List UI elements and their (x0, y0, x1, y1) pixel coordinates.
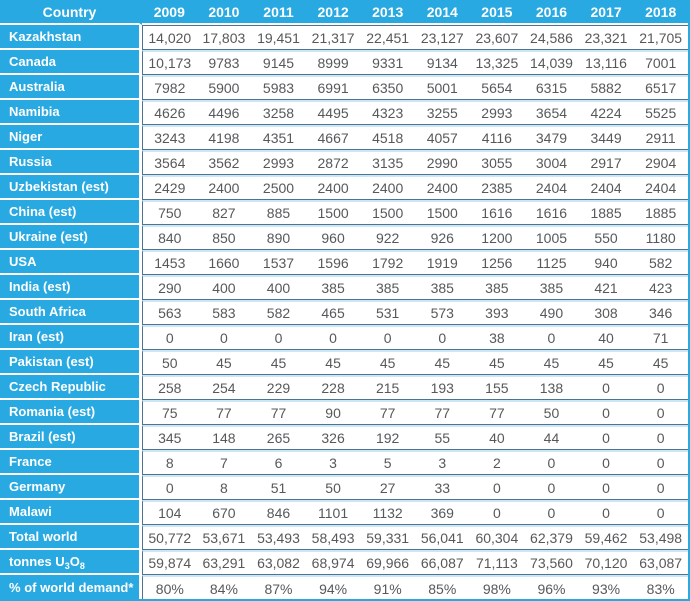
row-label: France (0, 450, 142, 475)
header-country: Country (0, 0, 142, 25)
data-cell: 63,082 (251, 550, 306, 575)
data-cell: 4667 (306, 125, 361, 150)
data-cell: 3564 (142, 150, 197, 175)
data-cell: 4057 (415, 125, 470, 150)
data-cell: 59,462 (579, 525, 634, 550)
data-cell: 0 (197, 325, 252, 350)
data-cell: 385 (524, 275, 579, 300)
data-cell: 80% (142, 575, 197, 600)
data-cell: 326 (306, 425, 361, 450)
data-cell: 85% (415, 575, 470, 600)
data-cell: 4518 (360, 125, 415, 150)
data-cell: 2904 (633, 150, 688, 175)
data-cell: 45 (197, 350, 252, 375)
data-cell: 77 (415, 400, 470, 425)
data-cell: 4626 (142, 100, 197, 125)
data-cell: 50 (524, 400, 579, 425)
data-cell: 23,321 (579, 25, 634, 50)
data-cell: 1885 (579, 200, 634, 225)
data-cell: 6991 (306, 75, 361, 100)
data-cell: 0 (633, 450, 688, 475)
data-cell: 1792 (360, 250, 415, 275)
table-row (0, 400, 688, 425)
header-year: 2014 (415, 0, 470, 25)
data-cell: 24,586 (524, 25, 579, 50)
data-cell: 50,772 (142, 525, 197, 550)
data-cell: 148 (197, 425, 252, 450)
table-row (0, 25, 688, 50)
data-cell: 1125 (524, 250, 579, 275)
data-cell: 215 (360, 375, 415, 400)
data-cell: 91% (360, 575, 415, 600)
data-cell: 4496 (197, 100, 252, 125)
table-row (0, 200, 688, 225)
table-row (0, 125, 688, 150)
data-cell: 1537 (251, 250, 306, 275)
row-label: India (est) (0, 275, 142, 300)
data-cell: 2400 (360, 175, 415, 200)
data-cell: 77 (360, 400, 415, 425)
data-cell: 98% (470, 575, 525, 600)
data-cell: 9134 (415, 50, 470, 75)
data-cell: 582 (251, 300, 306, 325)
data-cell: 45 (579, 350, 634, 375)
data-cell: 7 (197, 450, 252, 475)
row-label: tonnes $U_3O_8$ (0, 550, 142, 575)
data-cell: 9783 (197, 50, 252, 75)
data-cell: 87% (251, 575, 306, 600)
data-cell: 13,325 (470, 50, 525, 75)
data-cell: 1616 (470, 200, 525, 225)
table-row (0, 225, 688, 250)
data-cell: 192 (360, 425, 415, 450)
header-year: 2011 (251, 0, 306, 25)
table-row (0, 450, 688, 475)
data-cell: 0 (633, 375, 688, 400)
data-cell: 75 (142, 400, 197, 425)
table-body (0, 25, 688, 600)
data-cell: 1885 (633, 200, 688, 225)
data-cell: 1596 (306, 250, 361, 275)
row-label: Total world (0, 525, 142, 550)
data-cell: 45 (306, 350, 361, 375)
data-cell: 3 (415, 450, 470, 475)
data-cell: 840 (142, 225, 197, 250)
data-cell: 53,498 (633, 525, 688, 550)
data-cell: 2404 (633, 175, 688, 200)
data-cell: 2993 (251, 150, 306, 175)
data-cell: 60,304 (470, 525, 525, 550)
table-row (0, 525, 688, 550)
data-cell: 53,493 (251, 525, 306, 550)
data-cell: 3479 (524, 125, 579, 150)
data-cell: 2385 (470, 175, 525, 200)
row-label: South Africa (0, 300, 142, 325)
data-cell: 6517 (633, 75, 688, 100)
data-cell: 0 (579, 425, 634, 450)
data-cell: 1500 (415, 200, 470, 225)
data-cell: 17,803 (197, 25, 252, 50)
data-cell: 3004 (524, 150, 579, 175)
data-cell: 890 (251, 225, 306, 250)
data-cell: 2404 (524, 175, 579, 200)
data-cell: 3449 (579, 125, 634, 150)
data-cell: 50 (306, 475, 361, 500)
data-cell: 0 (633, 425, 688, 450)
data-cell: 393 (470, 300, 525, 325)
data-cell: 2400 (306, 175, 361, 200)
row-label: Malawi (0, 500, 142, 525)
row-label: Romania (est) (0, 400, 142, 425)
data-cell: 4323 (360, 100, 415, 125)
data-cell: 77 (251, 400, 306, 425)
data-cell: 2990 (415, 150, 470, 175)
data-cell: 9331 (360, 50, 415, 75)
row-label: Namibia (0, 100, 142, 125)
data-cell: 3255 (415, 100, 470, 125)
data-cell: 9145 (251, 50, 306, 75)
data-cell: 138 (524, 375, 579, 400)
data-cell: 8 (142, 450, 197, 475)
table-row (0, 175, 688, 200)
data-cell: 750 (142, 200, 197, 225)
data-cell: 22,451 (360, 25, 415, 50)
data-cell: 6 (251, 450, 306, 475)
table-row (0, 575, 688, 600)
data-cell: 1200 (470, 225, 525, 250)
table-row (0, 75, 688, 100)
data-cell: 229 (251, 375, 306, 400)
data-cell: 421 (579, 275, 634, 300)
row-label: Niger (0, 125, 142, 150)
data-cell: 38 (470, 325, 525, 350)
table-row (0, 250, 688, 275)
data-cell: 62,379 (524, 525, 579, 550)
row-label: USA (0, 250, 142, 275)
data-cell: 465 (306, 300, 361, 325)
data-cell: 14,020 (142, 25, 197, 50)
data-cell: 1180 (633, 225, 688, 250)
data-cell: 84% (197, 575, 252, 600)
data-cell: 6315 (524, 75, 579, 100)
data-cell: 23,607 (470, 25, 525, 50)
row-label: Uzbekistan (est) (0, 175, 142, 200)
data-cell: 1101 (306, 500, 361, 525)
data-cell: 885 (251, 200, 306, 225)
data-cell: 45 (470, 350, 525, 375)
data-cell: 51 (251, 475, 306, 500)
data-cell: 59,874 (142, 550, 197, 575)
table-row (0, 150, 688, 175)
data-cell: 19,451 (251, 25, 306, 50)
data-cell: 3258 (251, 100, 306, 125)
data-cell: 926 (415, 225, 470, 250)
data-cell: 0 (633, 400, 688, 425)
data-cell: 0 (306, 325, 361, 350)
data-cell: 550 (579, 225, 634, 250)
data-cell: 228 (306, 375, 361, 400)
row-label: Brazil (est) (0, 425, 142, 450)
data-cell: 0 (142, 325, 197, 350)
data-cell: 1453 (142, 250, 197, 275)
data-cell: 5001 (415, 75, 470, 100)
data-cell: 10,173 (142, 50, 197, 75)
table-row (0, 500, 688, 525)
row-label: Pakistan (est) (0, 350, 142, 375)
data-cell: 582 (633, 250, 688, 275)
data-cell: 55 (415, 425, 470, 450)
data-cell: 1256 (470, 250, 525, 275)
data-cell: 69,966 (360, 550, 415, 575)
row-label: Ukraine (est) (0, 225, 142, 250)
data-cell: 385 (470, 275, 525, 300)
data-cell: 490 (524, 300, 579, 325)
data-cell: 93% (579, 575, 634, 600)
data-cell: 0 (470, 500, 525, 525)
data-cell: 23,127 (415, 25, 470, 50)
data-cell: 4116 (470, 125, 525, 150)
data-cell: 385 (306, 275, 361, 300)
data-cell: 73,560 (524, 550, 579, 575)
row-label: Russia (0, 150, 142, 175)
data-cell: 346 (633, 300, 688, 325)
header-year: 2015 (470, 0, 525, 25)
data-cell: 1132 (360, 500, 415, 525)
data-cell: 2993 (470, 100, 525, 125)
row-label: Australia (0, 75, 142, 100)
data-cell: 3562 (197, 150, 252, 175)
data-cell: 573 (415, 300, 470, 325)
data-cell: 2500 (251, 175, 306, 200)
data-cell: 14,039 (524, 50, 579, 75)
table-row (0, 275, 688, 300)
data-cell: 40 (579, 325, 634, 350)
data-cell: 7001 (633, 50, 688, 75)
data-cell: 1660 (197, 250, 252, 275)
data-cell: 1500 (306, 200, 361, 225)
data-cell: 4224 (579, 100, 634, 125)
header-year: 2016 (524, 0, 579, 25)
row-label: Iran (est) (0, 325, 142, 350)
data-cell: 2400 (197, 175, 252, 200)
data-cell: 44 (524, 425, 579, 450)
data-cell: 71 (633, 325, 688, 350)
data-cell: 56,041 (415, 525, 470, 550)
row-label: % of world demand* (0, 575, 142, 600)
table-row (0, 50, 688, 75)
data-cell: 0 (251, 325, 306, 350)
data-cell: 345 (142, 425, 197, 450)
table-row (0, 475, 688, 500)
data-cell: 193 (415, 375, 470, 400)
row-label: Kazakhstan (0, 25, 142, 50)
data-cell: 3654 (524, 100, 579, 125)
data-cell: 63,291 (197, 550, 252, 575)
data-cell: 5983 (251, 75, 306, 100)
data-cell: 77 (470, 400, 525, 425)
data-cell: 3055 (470, 150, 525, 175)
data-cell: 5 (360, 450, 415, 475)
data-cell: 45 (251, 350, 306, 375)
table-row (0, 100, 688, 125)
header-year: 2012 (306, 0, 361, 25)
data-cell: 1500 (360, 200, 415, 225)
data-cell: 385 (415, 275, 470, 300)
data-cell: 104 (142, 500, 197, 525)
data-cell: 2 (470, 450, 525, 475)
row-label: China (est) (0, 200, 142, 225)
data-cell: 66,087 (415, 550, 470, 575)
data-cell: 5900 (197, 75, 252, 100)
data-cell: 0 (524, 325, 579, 350)
header-year: 2018 (633, 0, 688, 25)
data-cell: 670 (197, 500, 252, 525)
data-cell: 385 (360, 275, 415, 300)
data-cell: 850 (197, 225, 252, 250)
data-cell: 1005 (524, 225, 579, 250)
data-cell: 400 (197, 275, 252, 300)
data-cell: 827 (197, 200, 252, 225)
data-cell: 5525 (633, 100, 688, 125)
data-cell: 40 (470, 425, 525, 450)
data-cell: 33 (415, 475, 470, 500)
data-cell: 960 (306, 225, 361, 250)
data-cell: 45 (633, 350, 688, 375)
data-cell: 8999 (306, 50, 361, 75)
header-row (0, 0, 688, 25)
data-cell: 13,116 (579, 50, 634, 75)
data-cell: 90 (306, 400, 361, 425)
data-cell: 583 (197, 300, 252, 325)
data-cell: 0 (579, 500, 634, 525)
data-cell: 58,493 (306, 525, 361, 550)
table-row (0, 350, 688, 375)
data-cell: 45 (360, 350, 415, 375)
data-cell: 94% (306, 575, 361, 600)
data-cell: 0 (579, 400, 634, 425)
data-cell: 3243 (142, 125, 197, 150)
data-cell: 27 (360, 475, 415, 500)
data-cell: 21,705 (633, 25, 688, 50)
data-cell: 45 (524, 350, 579, 375)
data-cell: 5882 (579, 75, 634, 100)
data-cell: 922 (360, 225, 415, 250)
data-cell: 45 (415, 350, 470, 375)
data-cell: 6350 (360, 75, 415, 100)
data-cell: 2917 (579, 150, 634, 175)
table-row (0, 300, 688, 325)
data-cell: 68,974 (306, 550, 361, 575)
data-cell: 290 (142, 275, 197, 300)
table-row (0, 425, 688, 450)
data-cell: 308 (579, 300, 634, 325)
data-cell: 258 (142, 375, 197, 400)
data-cell: 3135 (360, 150, 415, 175)
data-cell: 563 (142, 300, 197, 325)
data-cell: 0 (142, 475, 197, 500)
header-year: 2013 (360, 0, 415, 25)
data-cell: 2911 (633, 125, 688, 150)
data-cell: 8 (197, 475, 252, 500)
data-cell: 265 (251, 425, 306, 450)
data-cell: 2872 (306, 150, 361, 175)
data-cell: 3 (306, 450, 361, 475)
row-label: Canada (0, 50, 142, 75)
row-label: Czech Republic (0, 375, 142, 400)
table-row (0, 325, 688, 350)
data-cell: 400 (251, 275, 306, 300)
data-cell: 0 (470, 475, 525, 500)
data-cell: 4198 (197, 125, 252, 150)
data-cell: 7982 (142, 75, 197, 100)
data-cell: 0 (633, 500, 688, 525)
data-cell: 423 (633, 275, 688, 300)
data-cell: 83% (633, 575, 688, 600)
header-year: 2010 (197, 0, 252, 25)
row-label: Germany (0, 475, 142, 500)
data-cell: 70,120 (579, 550, 634, 575)
data-cell: 0 (579, 375, 634, 400)
data-cell: 71,113 (470, 550, 525, 575)
data-cell: 0 (579, 450, 634, 475)
data-cell: 254 (197, 375, 252, 400)
data-cell: 2400 (415, 175, 470, 200)
header-year: 2009 (142, 0, 197, 25)
data-cell: 0 (633, 475, 688, 500)
data-cell: 63,087 (633, 550, 688, 575)
data-cell: 21,317 (306, 25, 361, 50)
table-header (0, 0, 688, 25)
data-cell: 2429 (142, 175, 197, 200)
table-row (0, 375, 688, 400)
data-cell: 531 (360, 300, 415, 325)
data-cell: 0 (360, 325, 415, 350)
table-row (0, 550, 688, 575)
data-cell: 4495 (306, 100, 361, 125)
data-cell: 96% (524, 575, 579, 600)
data-cell: 77 (197, 400, 252, 425)
data-cell: 1616 (524, 200, 579, 225)
data-cell: 0 (524, 500, 579, 525)
data-cell: 53,671 (197, 525, 252, 550)
header-year: 2017 (579, 0, 634, 25)
data-cell: 0 (415, 325, 470, 350)
data-cell: 59,331 (360, 525, 415, 550)
data-cell: 5654 (470, 75, 525, 100)
data-cell: 50 (142, 350, 197, 375)
data-cell: 0 (579, 475, 634, 500)
data-cell: 369 (415, 500, 470, 525)
data-cell: 0 (524, 450, 579, 475)
data-cell: 155 (470, 375, 525, 400)
data-cell: 846 (251, 500, 306, 525)
data-cell: 4351 (251, 125, 306, 150)
data-cell: 1919 (415, 250, 470, 275)
data-cell: 2404 (579, 175, 634, 200)
data-cell: 0 (524, 475, 579, 500)
data-cell: 940 (579, 250, 634, 275)
